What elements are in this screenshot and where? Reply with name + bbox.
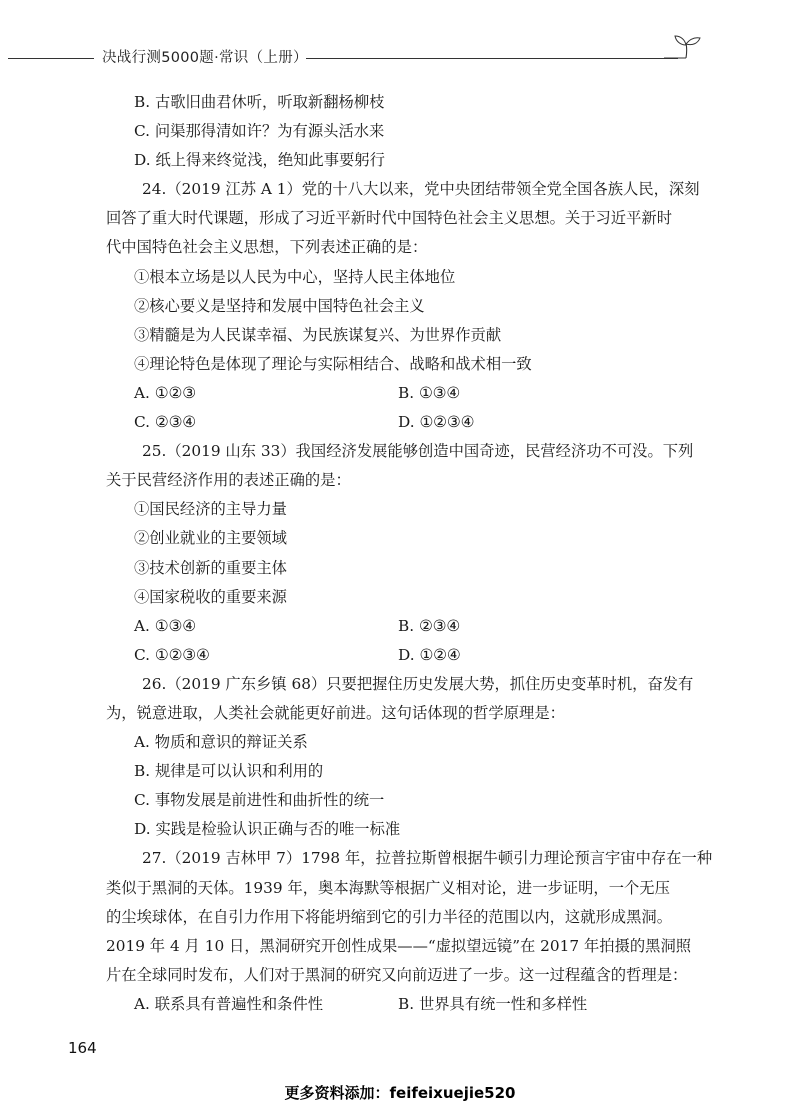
q24-item-2: ②核心要义是坚持和发展中国特色社会主义 xyxy=(134,296,425,315)
q24-item-4: ④理论特色是体现了理论与实际相结合、战略和战术相一致 xyxy=(134,354,532,373)
q27-stem-3: 的尘埃球体，在自引力作用下将能坍缩到它的引力半径的范围以内，这就形成黑洞。 xyxy=(106,907,672,926)
q23-option-d: D. 纸上得来终觉浅，绝知此事要躬行 xyxy=(134,151,385,170)
q24-stem-3: 代中国特色社会主义思想，下列表述正确的是： xyxy=(106,238,428,257)
q26-stem-1: 26.（2019 广东乡镇 68）只要把握住历史发展大势，抓住历史变革时机，奋发有 xyxy=(142,674,694,693)
q26-option-c: C. 事物发展是前进性和曲折性的统一 xyxy=(134,791,385,810)
q23-option-b: B. 古歌旧曲君休听，听取新翻杨柳枝 xyxy=(134,93,385,111)
q26-option-d: D. 实践是检验认识正确与否的唯一标准 xyxy=(134,820,401,839)
header-rule-left xyxy=(8,58,94,59)
q25-options-ab xyxy=(106,612,710,641)
q27-stem-2: 类似于黑洞的天体。1939 年，奥本海默等根据广义相对论，进一步证明，一个无压 xyxy=(106,878,670,897)
q24-options-cd-left: C. ②③④ xyxy=(134,413,197,432)
q27-stem-5: 片在全球同时发布，人们对于黑洞的研究又向前迈进了一步。这一过程蕴含的哲理是： xyxy=(106,965,688,984)
q25-item-1: ①国民经济的主导力量 xyxy=(134,500,287,519)
q24-options-ab-right: B. ①③④ xyxy=(398,383,461,402)
q24-stem-2: 回答了重大时代课题，形成了习近平新时代中国特色社会主义思想。关于习近平新时 xyxy=(106,209,672,228)
q24-item-3: ③精髓是为人民谋幸福、为民族谋复兴、为世界作贡献 xyxy=(134,325,502,344)
book-title: 决战行测5000题·常识（上册） xyxy=(102,50,308,66)
q25-stem-1: 25.（2019 山东 33）我国经济发展能够创造中国奇迹，民营经济功不可没。下列 xyxy=(142,442,694,461)
q27-options-ab xyxy=(106,990,710,1019)
page-number: 164 xyxy=(68,1039,97,1057)
q24-stem-1: 24.（2019 江苏 A 1）党的十八大以来，党中央团结带领全党全国各族人民，深刻 xyxy=(142,180,700,199)
q25-options-cd-left: C. ①②③④ xyxy=(134,645,210,664)
q25-options-ab-right: B. ②③④ xyxy=(398,616,461,635)
q25-options-cd-right: D. ①②④ xyxy=(398,645,461,664)
q26-stem-2: 为，锐意进取，人类社会就能更好前进。这句话体现的哲学原理是： xyxy=(106,703,565,722)
q26-option-b: B. 规律是可以认识和利用的 xyxy=(134,762,324,781)
q24-item-1: ①根本立场是以人民为中心，坚持人民主体地位 xyxy=(134,267,456,286)
q24-options-cd xyxy=(106,408,710,437)
q25-item-2: ②创业就业的主要领域 xyxy=(134,529,287,548)
header-rule-right xyxy=(306,58,678,59)
q23-option-c: C. 问渠那得清如许？为有源头活水来 xyxy=(134,122,385,141)
q25-stem-2: 关于民营经济作用的表述正确的是： xyxy=(106,471,351,490)
question-content xyxy=(106,88,713,1019)
q25-item-4: ④国家税收的重要来源 xyxy=(134,587,287,606)
q27-stem-4: 2019 年 4 月 10 日，黑洞研究开创性成果——“虚拟望远镜”在 2017 年拍摄的黑洞照 xyxy=(106,936,692,955)
q25-options-cd xyxy=(106,641,710,670)
footer-notice: 更多资料添加：feifeixuejie520 xyxy=(284,1084,516,1102)
q24-options-ab-left: A. ①②③ xyxy=(134,383,196,402)
q24-options-ab xyxy=(106,379,710,408)
q27-options-ab-left: A. 联系具有普遍性和条件性 xyxy=(134,994,324,1013)
q24-options-cd-right: D. ①②③④ xyxy=(398,413,475,432)
running-header xyxy=(0,38,800,78)
sprout-icon xyxy=(660,32,704,62)
q27-stem-1: 27.（2019 吉林甲 7）1798 年，拉普拉斯曾根据牛顿引力理论预言宇宙中存在一种 xyxy=(142,849,713,868)
q27-options-ab-right: B. 世界具有统一性和多样性 xyxy=(398,994,588,1013)
q26-option-a: A. 物质和意识的辩证关系 xyxy=(134,733,308,752)
q25-item-3: ③技术创新的重要主体 xyxy=(134,558,287,577)
q25-options-ab-left: A. ①③④ xyxy=(134,616,196,635)
